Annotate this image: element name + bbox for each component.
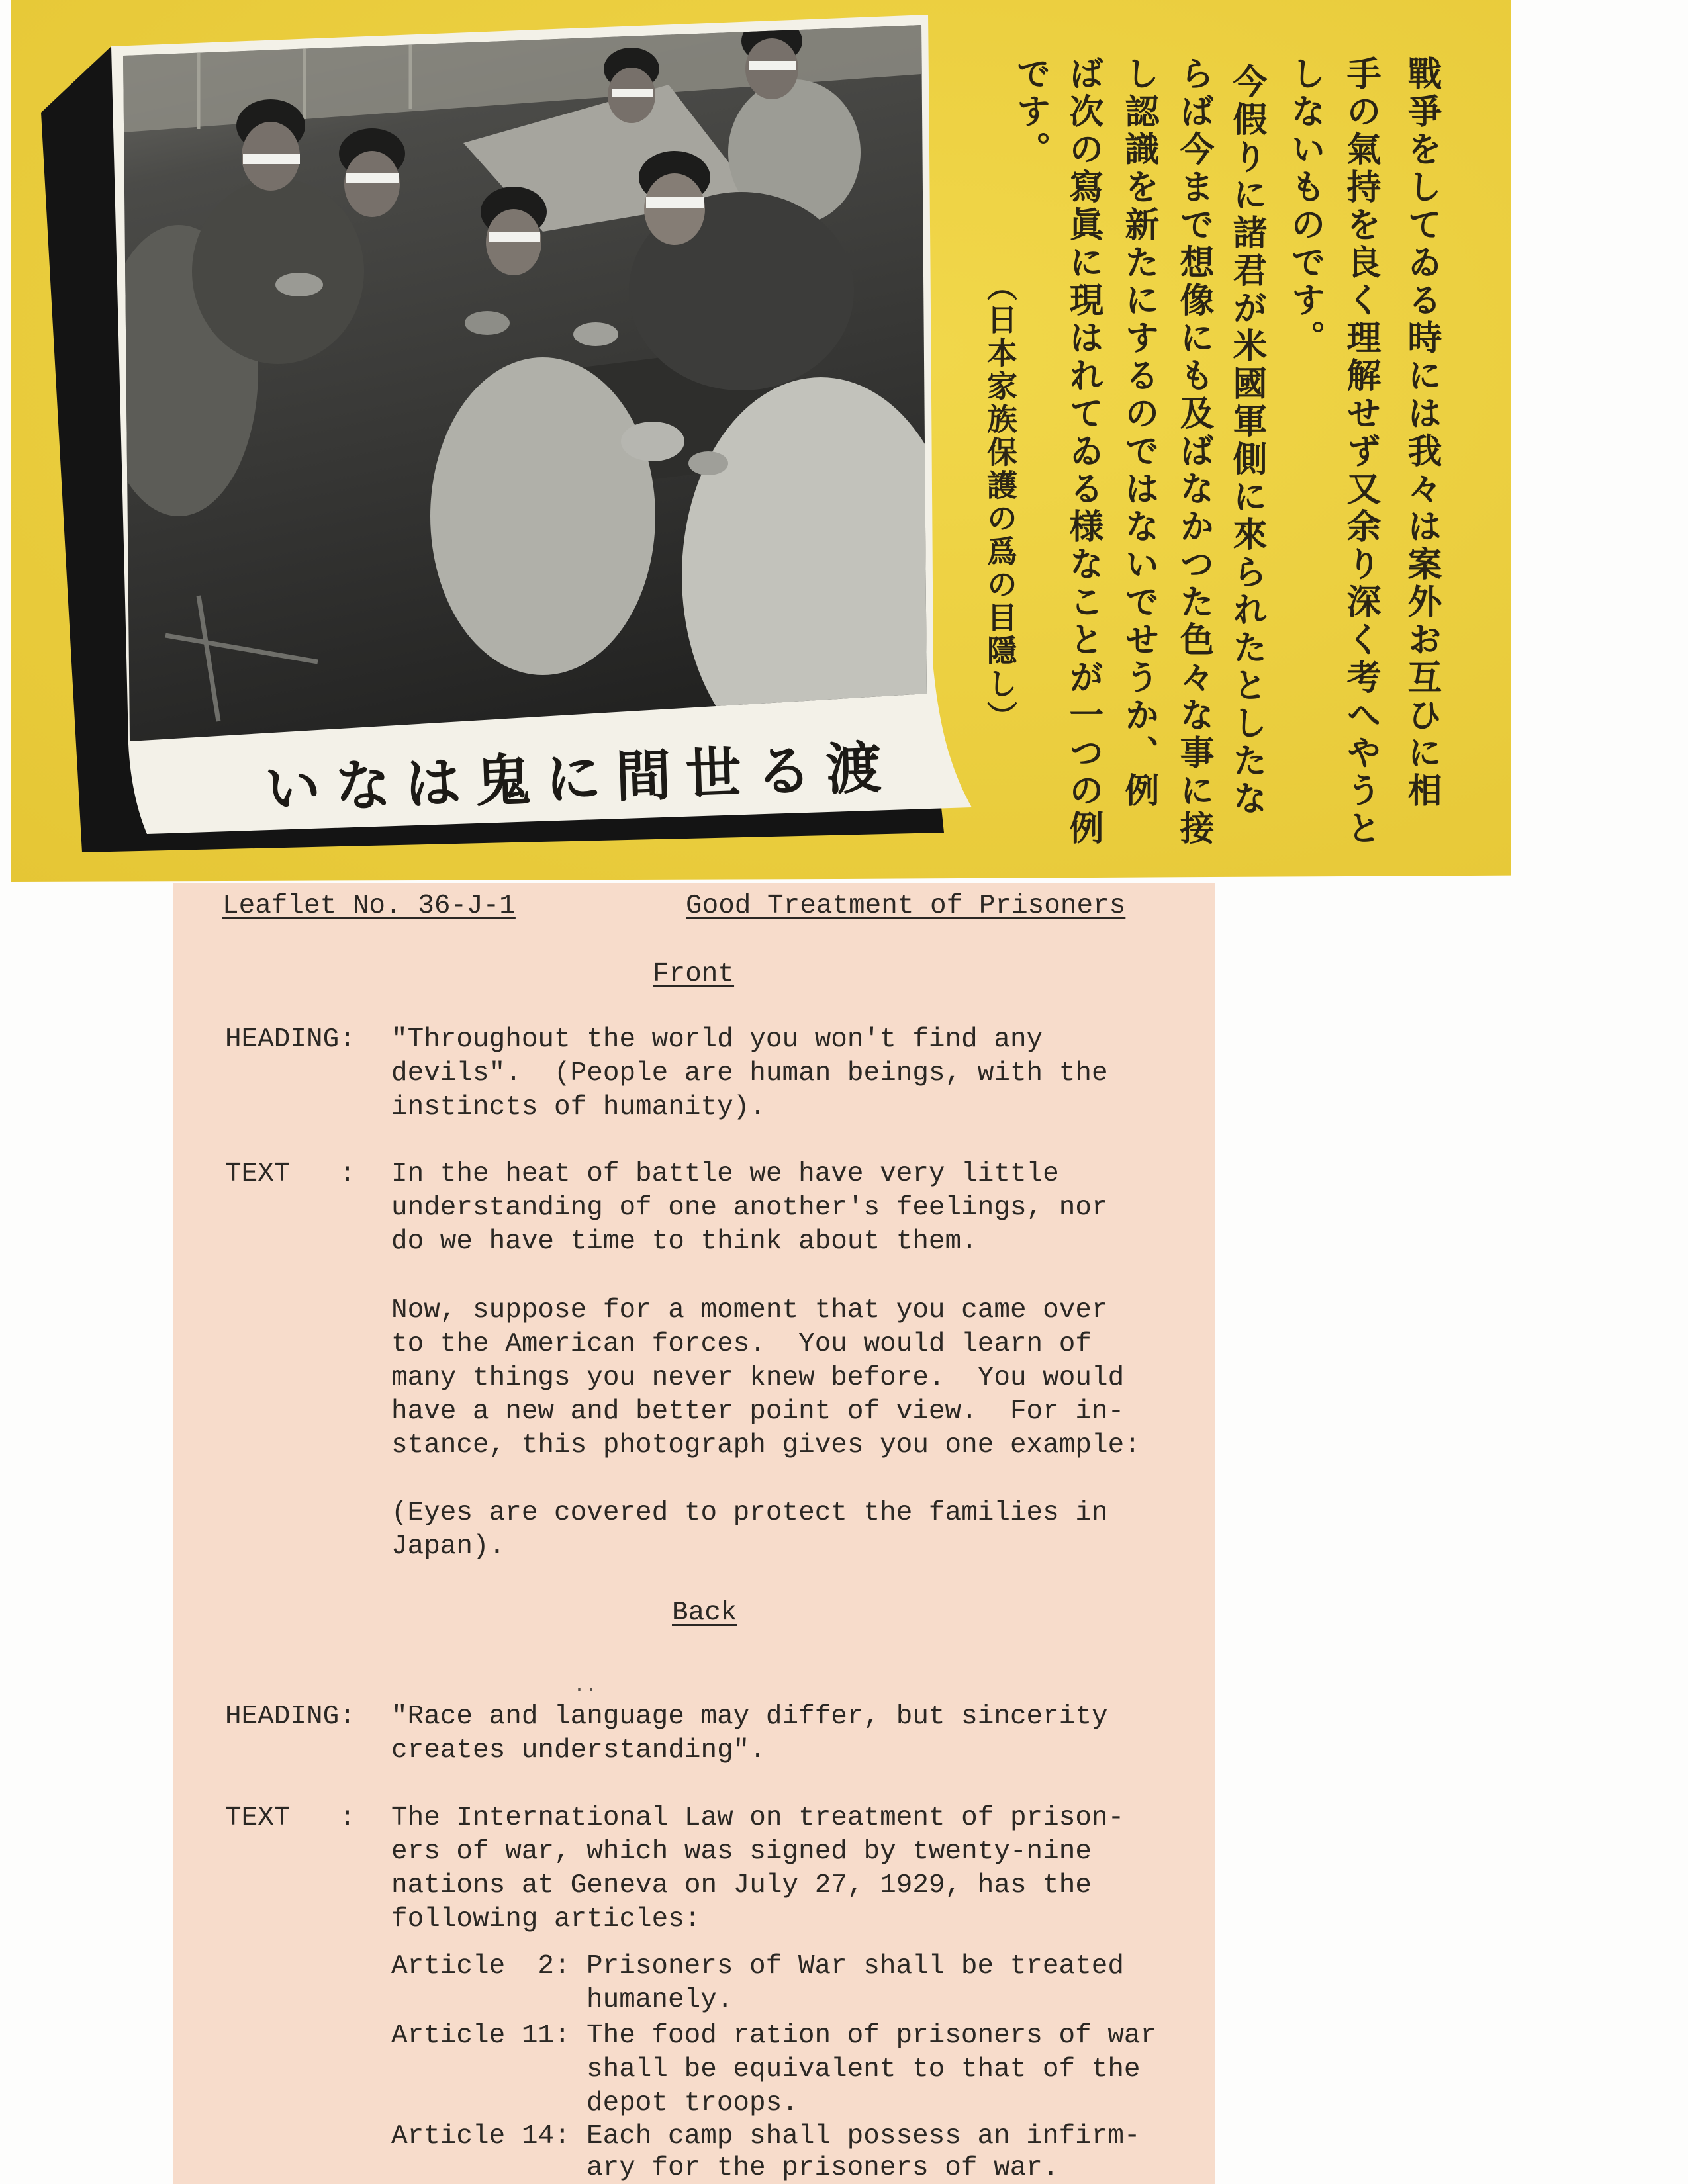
front-text-line: do we have time to think about them. (391, 1226, 978, 1257)
article-text (586, 1950, 1124, 2017)
stray-typing-marks: .. (573, 1675, 598, 1698)
back-text-line: following articles: (391, 1904, 701, 1934)
back-heading-label: HEADING: (225, 1702, 355, 1732)
photo-bowl (621, 422, 684, 461)
photo-face (486, 209, 541, 275)
back-heading-line: creates understanding". (391, 1735, 766, 1766)
leaflet-text-column: ば次の寫眞に現はれてゐる様なことが一つの例 (1063, 56, 1103, 848)
leaflet-number: Leaflet No. 36-J-1 (222, 891, 516, 921)
article-label: Article 14: (391, 2121, 571, 2152)
photo-bowl (465, 311, 510, 335)
article-text (586, 2019, 1156, 2120)
photo-face (344, 151, 400, 217)
leaflet-text-column: 手の氣持を良く理解せず又余り深く考へやうと (1340, 56, 1381, 848)
leaflet-photo-note: （日本家族保護の爲の目隱し） (982, 271, 1018, 734)
photo-caption: 渡る世間に鬼はない (263, 734, 898, 822)
article-label: Article 11: (391, 2021, 571, 2051)
front-heading-line: "Throughout the world you won't find any (391, 1024, 1043, 1055)
article-line: The food ration of prisoners of war (586, 2021, 1157, 2051)
back-text-label: TEXT : (225, 1803, 355, 1833)
eye-cover-bar (749, 61, 796, 70)
leaflet-text-column: 戰爭をしてゐる時には我々は案外お互ひに相 (1401, 56, 1442, 810)
eye-cover-bar (243, 154, 300, 164)
back-section-label: Back (672, 1598, 737, 1628)
article-line: shall be equivalent to that of the (586, 2054, 1141, 2085)
front-text-line: Now, suppose for a moment that you came over (391, 1295, 1108, 1326)
photo-bowl (573, 322, 618, 346)
leaflet-text-column: らば今まで想像にも及ばなかつた色々な事に接 (1174, 56, 1214, 848)
front-heading-text (391, 1023, 1108, 1124)
leaflet-title: Good Treatment of Prisoners (686, 891, 1126, 921)
back-heading-text (391, 1700, 1108, 1768)
front-heading-line: instincts of humanity). (391, 1092, 766, 1122)
front-heading-line: devils". (People are human beings, with the (391, 1058, 1108, 1089)
front-section-label: Front (653, 959, 735, 989)
article-label: Article 2: (391, 1951, 571, 1981)
front-text-paragraph (391, 1496, 1108, 1564)
leaflet-text-column: 今假りに諸君が米國軍側に來られたとしたな (1227, 64, 1267, 818)
photo-person-shirt (430, 357, 655, 675)
leaflet-text-column: し認識を新たにするのではないでせうか、例 (1119, 56, 1159, 810)
back-text-line: nations at Geneva on July 27, 1929, has the (391, 1870, 1092, 1901)
article-line: humanely. (586, 1985, 733, 2015)
front-text-paragraph (391, 1294, 1141, 1463)
front-text-label: TEXT : (225, 1159, 355, 1189)
front-text-line: In the heat of battle we have very little (391, 1159, 1059, 1189)
eye-cover-bar (612, 89, 653, 97)
front-text-line: have a new and better point of view. For in- (391, 1396, 1125, 1427)
article-line: ary for the prisoners of war. (586, 2153, 1059, 2183)
photo-image (99, 13, 960, 774)
front-text-line: to the American forces. You would learn of (391, 1329, 1092, 1359)
article-line: Each camp shall possess an infirm- (586, 2121, 1141, 2152)
front-text-line: Japan). (391, 1531, 506, 1562)
front-text-line: stance, this photograph gives you one example: (391, 1430, 1141, 1461)
photo-bowl (275, 273, 323, 296)
eye-cover-bar (346, 173, 399, 183)
back-text-line: ers of war, which was signed by twenty-nine (391, 1837, 1092, 1867)
article-line: Prisoners of War shall be treated (586, 1951, 1124, 1981)
back-heading-line: "Race and language may differ, but sincerity (391, 1702, 1108, 1732)
article-line: depot troops. (586, 2088, 798, 2118)
back-text-line: The International Law on treatment of prison- (391, 1803, 1125, 1833)
front-text-line: many things you never knew before. You would (391, 1363, 1125, 1393)
leaflet-text-column: です。 (1010, 56, 1051, 169)
leaflet-text-column: しないものです。 (1285, 56, 1325, 357)
back-text-paragraph (391, 1801, 1124, 1936)
eye-cover-bar (646, 197, 704, 208)
front-text-line: (Eyes are covered to protect the families in (391, 1498, 1108, 1528)
photo-face (644, 173, 705, 245)
photo-bowl (688, 451, 728, 475)
front-text-line: understanding of one another's feelings, nor (391, 1193, 1108, 1223)
front-heading-label: HEADING: (225, 1024, 355, 1055)
article-text (586, 2120, 1141, 2184)
eye-cover-bar (489, 232, 540, 242)
front-text-paragraph (391, 1158, 1108, 1259)
photo-person-shirt (192, 179, 364, 364)
